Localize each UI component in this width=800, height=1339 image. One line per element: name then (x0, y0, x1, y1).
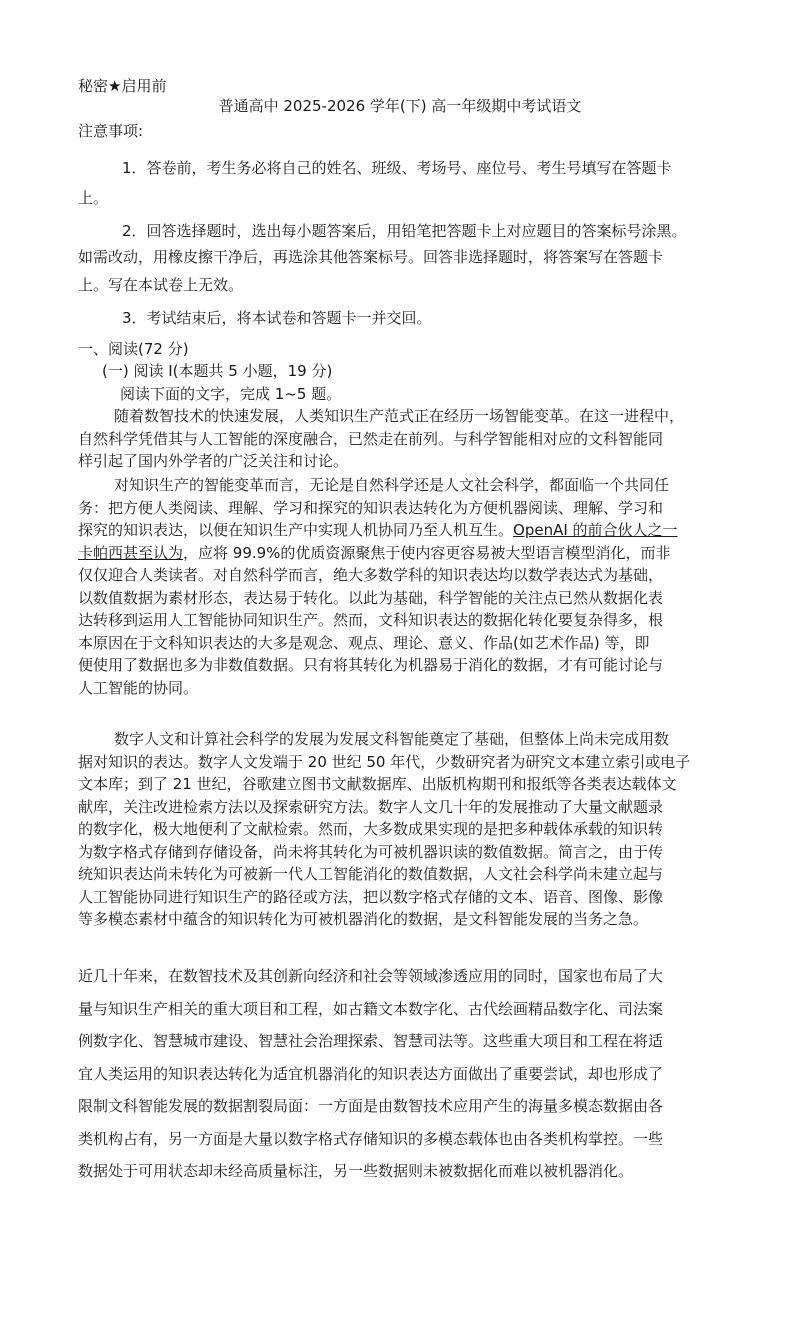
paragraph-line: 务：把方便人类阅读、理解、学习和探究的知识表达转化为方便机器阅读、理解、学习和 (78, 498, 664, 517)
paragraph-line: 的数字化，极大地便利了文献检索。然而，大多数成果实现的是把多种载体承载的知识转 (78, 820, 664, 838)
paragraph-line: 人工智能协同进行知识生产的路径或方法，把以数字格式存储的文本、语音、图像、影像 (78, 887, 664, 906)
notice-item-1: 1．答卷前，考生务必将自己的姓名、班级、考场号、座位号、考生号填写在答题卡 (122, 159, 672, 177)
paragraph-line: 达转移到运用人工智能协同知识生产。然而，文科知识表达的数据化转化要复杂得多，根 (78, 611, 664, 629)
underlined-text: 卡帕西甚至认为 (78, 543, 184, 562)
notice-item-3: 3．考试结束后，将本试卷和答题卡一并交回。 (122, 309, 432, 327)
passage-paragraph-2 (78, 474, 738, 699)
paragraph-line: 等多模态素材中蕴含的知识转化为可被机器消化的数据，是文科智能发展的当务之急。 (78, 910, 649, 928)
paragraph-line: 随着数智技术的快速发展，人类知识生产范式正在经历一场智能变革。在这一进程中， (114, 407, 685, 425)
paragraph-line: 人工智能的协同。 (78, 678, 199, 697)
notice-item-1-cont: 上。 (78, 189, 109, 207)
passage-paragraph-4 (78, 960, 748, 1188)
notice-item-2-cont: 上。写在本试卷上无效。 (78, 276, 244, 294)
paragraph-line: 数据处于可用状态却未经高质量标注，另一些数据则未被数据化而难以被机器消化。 (78, 1162, 634, 1180)
paragraph-line: 样引起了国内外学者的广泛关注和讨论。 (78, 452, 349, 470)
paragraph-text: ，应将 99.9%的优质资源聚焦于使内容更容易被大型语言模型消化，而非 (183, 543, 671, 562)
paragraph-line: 便使用了数据也多为非数值数据。只有将其转化为机器易于消化的数据，才有可能讨论与 (78, 656, 664, 674)
underlined-text: OpenAI 的前合伙人之一 (513, 521, 678, 539)
paragraph-line: 量与知识生产相关的重大项目和工程，如古籍文本数字化、古代绘画精品数字化、司法案 (78, 999, 664, 1018)
paragraph-line: 统知识表达尚未转化为可被新一代人工智能消化的数值数据，人文社会科学尚未建立起与 (78, 865, 664, 883)
paragraph-line: 文本库；到了 21 世纪，谷歌建立图书文献数据库、出版机构期刊和报纸等各类表达载体文 (78, 775, 677, 793)
exam-title: 普通高中 2025-2026 学年(下) 高一年级期中考试语文 (218, 97, 582, 115)
notice-heading: 注意事项: (78, 122, 144, 140)
paragraph-line: 本原因在于文科知识表达的大多是观念、观点、理论、意义、作品(如艺术作品) 等，即 (78, 633, 650, 652)
paragraph-line: 据对知识的表达。数字人文发端于 20 世纪 50 年代，少数研究者为研究文本建立索引或电子 (78, 752, 691, 771)
paragraph-line: 类机构占有，另一方面是大量以数字格式存储知识的多模态载体也由各类机构掌控。一些 (78, 1129, 664, 1148)
paragraph-line: 自然科学凭借其与人工智能的深度融合，已然走在前列。与科学智能相对应的文科智能同 (78, 429, 664, 448)
paragraph-line: 宜人类运用的知识表达转化为适宜机器消化的知识表达方面做出了重要尝试，却也形成了 (78, 1064, 664, 1083)
passage-paragraph-1 (78, 405, 738, 473)
paragraph-line (78, 519, 738, 542)
paragraph-text: 探究的知识表达，以便在知识生产中实现人机协同乃至人机互生。 (78, 521, 514, 539)
passage-paragraph-3 (78, 728, 738, 931)
notice-item-2-cont: 如需改动，用橡皮擦干净后，再选涂其他答案标号。回答非选择题时，将答案写在答题卡 (78, 248, 664, 266)
paragraph-line: 数字人文和计算社会科学的发展为发展文科智能奠定了基础，但整体上尚未完成用数 (114, 730, 670, 748)
paragraph-line: 近几十年来，在数智技术及其创新向经济和社会等领域渗透应用的同时，国家也布局了大 (78, 967, 664, 985)
paragraph-line: 限制文科智能发展的数据割裂局面：一方面是由数智技术应用产生的海量多模态数据由各 (78, 1097, 664, 1115)
section-heading: 一、阅读(72 分) (78, 340, 189, 358)
paragraph-line: 以数值数据为素材形态，表达易于转化。以此为基础，科学智能的关注点已然从数据化表 (78, 588, 664, 607)
paragraph-line: 仅仅迎合人类读者。对自然科学而言，绝大多数学科的知识表达均以数学表达式为基础， (78, 566, 664, 584)
paragraph-line: 例数字化、智慧城市建设、智慧社会治理探索、智慧司法等。这些重大项目和工程在将适 (78, 1032, 664, 1050)
reading-instruction: 阅读下面的文字，完成 1~5 题。 (120, 385, 342, 403)
paragraph-line: 对知识生产的智能变革而言，无论是自然科学还是人文社会科学，都面临一个共同任 (114, 476, 670, 494)
paragraph-line: 献库，关注改进检索方法以及探索研究方法。数字人文几十年的发展推动了大量文献题录 (78, 797, 664, 816)
sub-section-heading: (一) 阅读 I(本题共 5 小题，19 分) (102, 362, 333, 380)
secret-label: 秘密★启用前 (78, 77, 167, 95)
notice-item-2: 2．回答选择题时，选出每小题答案后，用铅笔把答题卡上对应题目的答案标号涂黑。 (122, 222, 687, 240)
paragraph-line: 为数字格式存储到存储设备，尚未将其转化为可被机器识读的数值数据。简言之，由于传 (78, 842, 664, 861)
paragraph-line (78, 542, 738, 565)
